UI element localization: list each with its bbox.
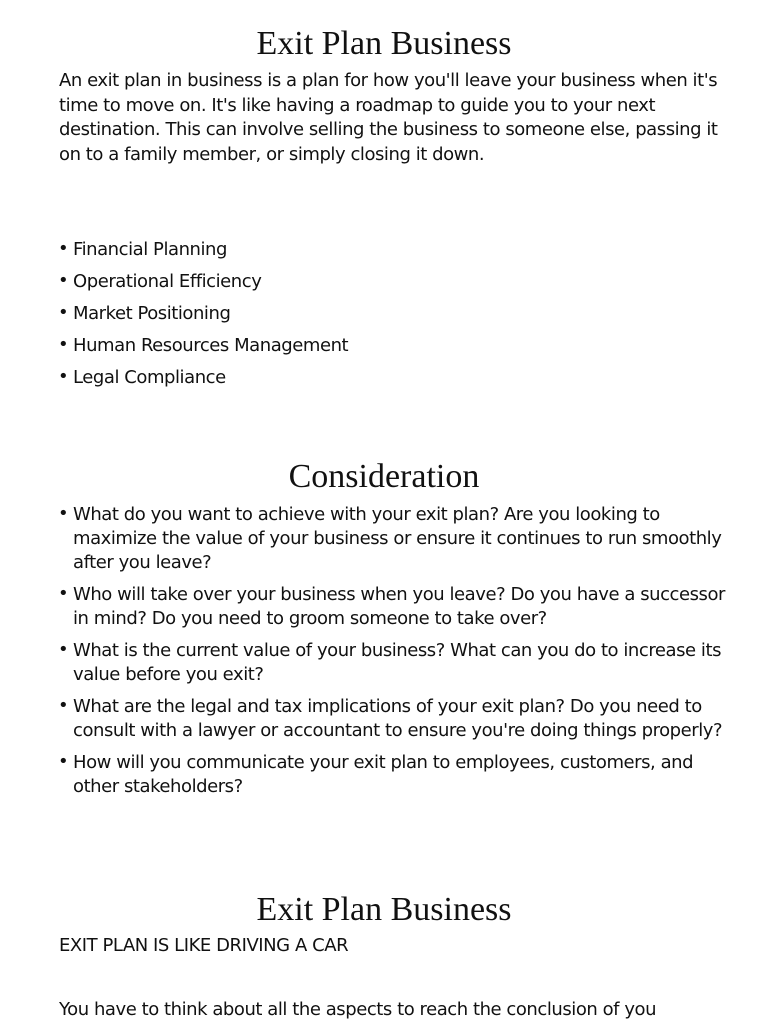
bullet-glyph: • xyxy=(58,334,69,355)
focus-areas-list xyxy=(0,238,768,398)
list-item-text: Legal Compliance xyxy=(73,367,226,388)
conclusion-paragraph: You have to think about all the aspects to reach the conclusion of you xyxy=(59,999,657,1020)
list-item xyxy=(0,751,768,799)
intro-paragraph: An exit plan in business is a plan for how you'll leave your business when it's time to move on. It's like having a roadmap to guide you to your next destination. This can involve selling the business to someone else, passing it on to a family member, or simply closing it down. xyxy=(59,70,718,165)
list-item xyxy=(0,503,768,575)
bullet-glyph: • xyxy=(58,270,69,291)
consideration-list xyxy=(0,503,768,807)
car-analogy-subtitle: EXIT PLAN IS LIKE DRIVING A CAR xyxy=(59,935,349,956)
section-title-exit-plan: Exit Plan Business xyxy=(256,25,512,62)
bullet-glyph: • xyxy=(58,302,69,323)
bullet-glyph: • xyxy=(58,366,69,387)
list-item-text: Operational Efficiency xyxy=(73,271,262,292)
list-item-text: Market Positioning xyxy=(73,303,231,324)
list-item xyxy=(0,302,768,326)
bullet-glyph: • xyxy=(58,503,69,524)
list-item xyxy=(0,583,768,631)
list-item-text: What is the current value of your business? What can you do to increase its value before you exit? xyxy=(73,640,722,685)
list-item xyxy=(0,270,768,294)
bullet-glyph: • xyxy=(58,639,69,660)
list-item xyxy=(0,366,768,390)
section-title-exit-plan-2: Exit Plan Business xyxy=(256,891,512,928)
bullet-glyph: • xyxy=(58,583,69,604)
list-item-text: Who will take over your business when you leave? Do you have a successor in mind? Do you need to groom someone to take over? xyxy=(73,584,725,629)
bullet-glyph: • xyxy=(58,695,69,716)
list-item xyxy=(0,334,768,358)
list-item xyxy=(0,238,768,262)
bullet-glyph: • xyxy=(58,751,69,772)
list-item-text: What do you want to achieve with your exit plan? Are you looking to maximize the value of your business or ensure it continues to run smoothly after you leave? xyxy=(73,504,722,573)
list-item xyxy=(0,639,768,687)
list-item-text: Human Resources Management xyxy=(73,335,349,356)
bullet-glyph: • xyxy=(58,238,69,259)
list-item-text: What are the legal and tax implications of your exit plan? Do you need to consult with a lawyer or accountant to ensure you're doing things properly? xyxy=(73,696,723,741)
list-item-text: How will you communicate your exit plan to employees, customers, and other stakeholders? xyxy=(73,752,694,797)
list-item xyxy=(0,695,768,743)
list-item-text: Financial Planning xyxy=(73,239,227,260)
section-title-consideration: Consideration xyxy=(288,458,480,495)
